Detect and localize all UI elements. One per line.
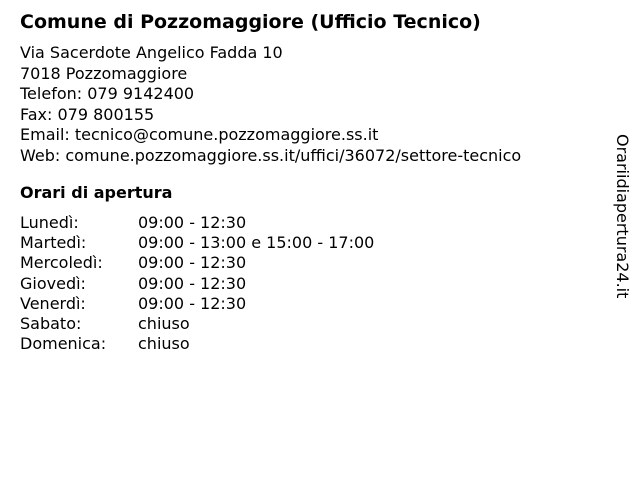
page-title: Comune di Pozzomaggiore (Ufficio Tecnico) <box>20 11 481 33</box>
time-value: chiuso <box>138 313 190 333</box>
phone-number: Telefon: 079 9142400 <box>20 84 195 104</box>
website-url: Web: comune.pozzomaggiore.ss.it/uffici/36072/settore-tecnico <box>20 145 522 165</box>
time-value: 09:00 - 13:00 e 15:00 - 17:00 <box>138 233 375 253</box>
day-label: Mercoledì: <box>20 253 103 273</box>
time-value: 09:00 - 12:30 <box>138 273 247 293</box>
day-label: Sabato: <box>20 313 82 333</box>
fax-number: Fax: 079 800155 <box>20 104 155 124</box>
site-watermark <box>612 134 636 310</box>
address-city: 7018 Pozzomaggiore <box>20 63 188 83</box>
time-value: 09:00 - 12:30 <box>138 293 247 313</box>
contact-block <box>20 43 521 167</box>
day-label: Lunedì: <box>20 213 79 232</box>
time-value: chiuso <box>138 334 190 354</box>
day-label: Martedì: <box>20 233 87 253</box>
time-value: 09:00 - 12:30 <box>138 253 247 273</box>
day-label: Venerdì: <box>20 293 86 313</box>
address-street: Via Sacerdote Angelico Fadda 10 <box>20 43 283 62</box>
time-value: 09:00 - 12:30 <box>138 213 247 232</box>
day-label: Giovedì: <box>20 273 86 293</box>
email-address: Email: tecnico@comune.pozzomaggiore.ss.it <box>20 125 379 145</box>
day-label: Domenica: <box>20 334 107 354</box>
opening-hours-heading: Orari di apertura <box>20 183 173 202</box>
watermark-text: Orariidiapertura24.it <box>613 134 632 299</box>
